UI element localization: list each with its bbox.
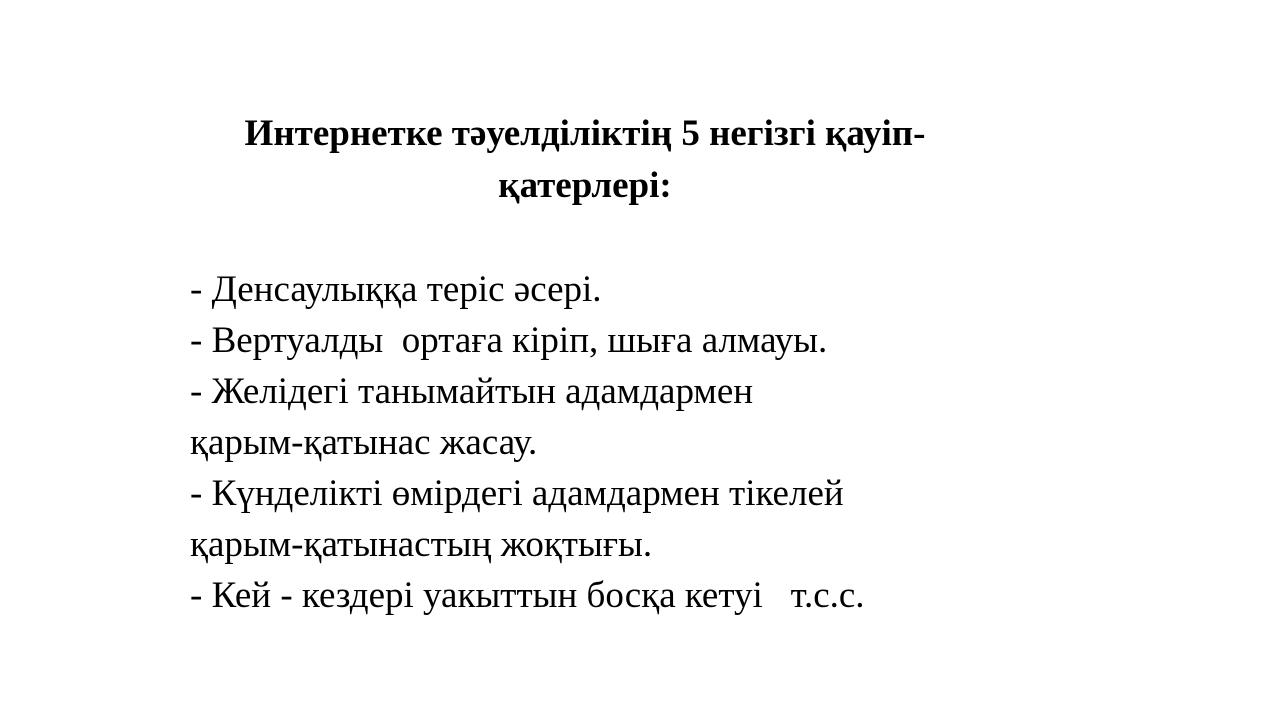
body-line: қарым-қатынастың жоқтығы. <box>190 524 653 565</box>
body-line: - Вертуалды ортаға кіріп, шыға алмауы. <box>190 320 828 361</box>
slide-title <box>190 108 980 212</box>
title-line: Интернетке тәуелділіктің 5 негізгі қауіп- <box>244 113 926 154</box>
body-line: - Күнделікті өмірдегі адамдармен тікелей <box>190 473 844 514</box>
title-line: қатерлері: <box>498 165 672 206</box>
body-line: - Желідегі танымайтын адамдармен <box>190 371 754 412</box>
body-line: қарым-қатынас жасау. <box>190 422 538 463</box>
body-line: - Денсаулыққа теріс әсері. <box>190 269 602 310</box>
body-line: - Кей - кездері уакыттын босқа кетуі т.с.с. <box>190 575 865 616</box>
slide-body <box>190 264 1090 621</box>
